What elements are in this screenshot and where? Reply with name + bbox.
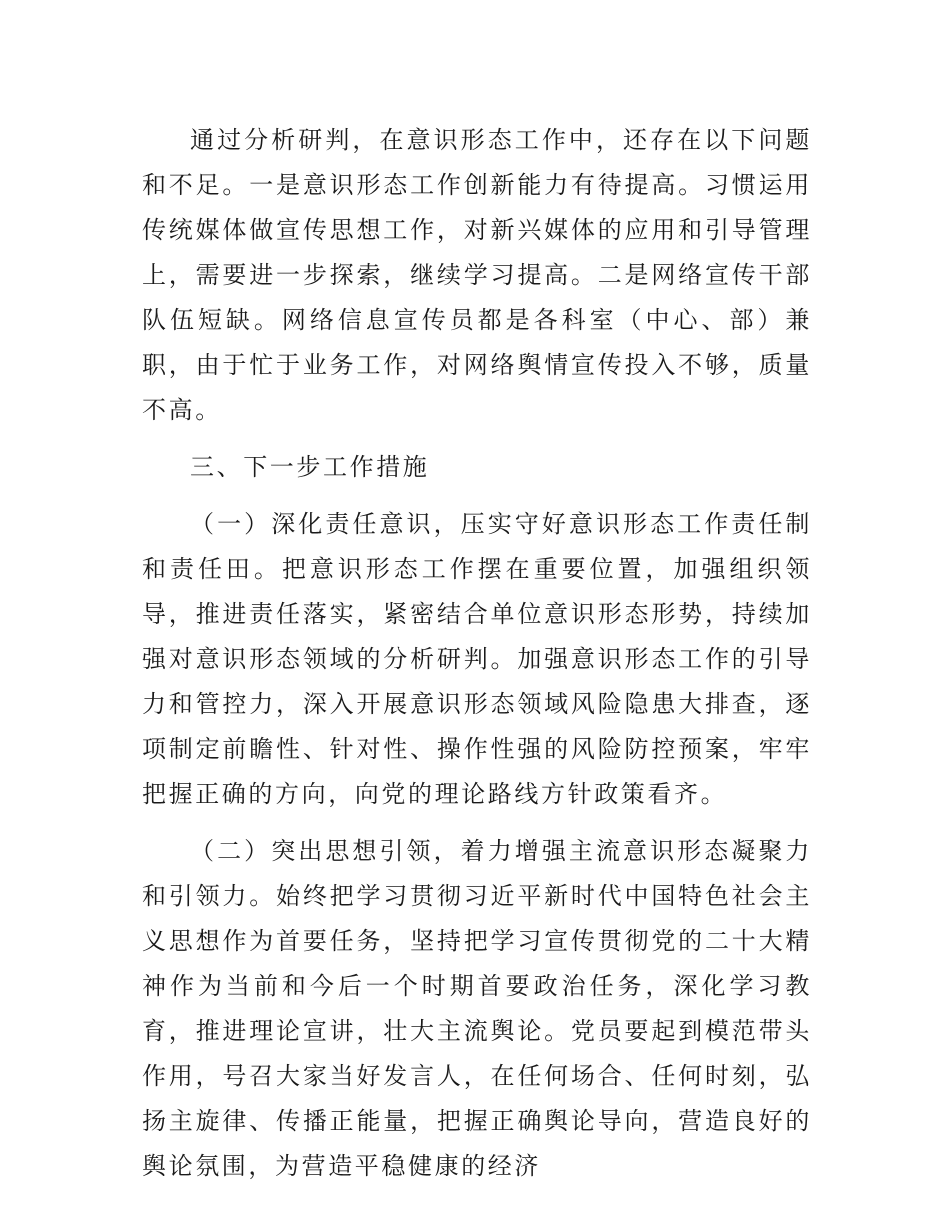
- paragraph-problems: 通过分析研判，在意识形态工作中，还存在以下问题和不足。一是意识形态工作创新能力有待提高。习惯运用传统媒体做宣传思想工作，对新兴媒体的应用和引导管理上，需要进一步探索，继续学习提高。二是网络宣传干部队伍短缺。网络信息宣传员都是各科室（中心、部）兼职，由于忙于业务工作，对网络舆情宣传投入不够，质量不高。: [142, 126, 812, 424]
- paragraph-gap: [142, 490, 812, 502]
- paragraph-measure-one: （一）深化责任意识，压实守好意识形态工作责任制和责任田。把意识形态工作摆在重要位置，加强组织领导，推进责任落实，紧密结合单位意识形态形势，持续加强对意识形态领域的分析研判。加强意识形态工作的引导力和管控力，深入开展意识形态领域风险隐患大排查，逐项制定前瞻性、针对性、操作性强的风险防控预案，牢牢把握正确的方向，向党的理论路线方针政策看齐。: [142, 510, 812, 808]
- paragraph-gap: [142, 817, 812, 829]
- section-heading-next-steps: 三、下一步工作措施: [190, 453, 430, 481]
- paragraph-gap: [142, 433, 812, 445]
- paragraph-measure-two: （二）突出思想引领，着力增强主流意识形态凝聚力和引领力。始终把学习贯彻习近平新时代中国特色社会主义思想作为首要任务，坚持把学习宣传贯彻党的二十大精神作为当前和今后一个时期首要政治任务，深化学习教育，推进理论宣讲，壮大主流舆论。党员要起到模范带头作用，号召大家当好发言人，在任何场合、任何时刻，弘扬主旋律、传播正能量，把握正确舆论导向，营造良好的舆论氛围，为营造平稳健康的经济: [142, 837, 812, 1180]
- document-body: [142, 118, 812, 1189]
